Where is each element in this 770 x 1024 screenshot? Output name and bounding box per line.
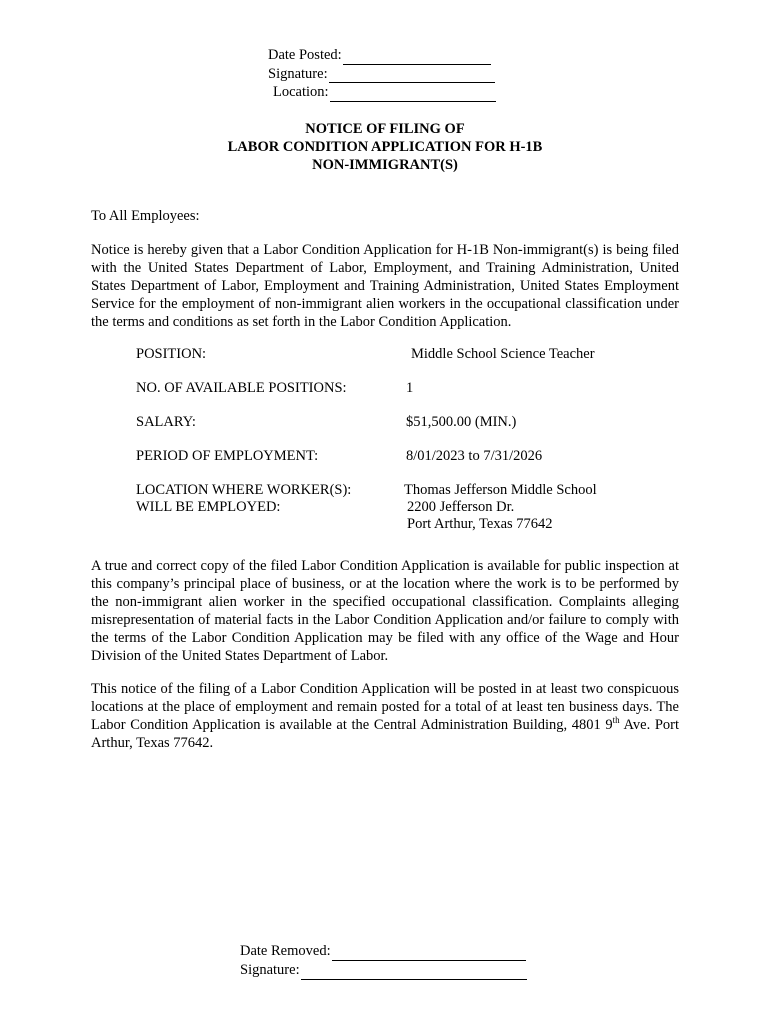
signature-field [268, 65, 508, 84]
posting-paragraph-address: Ave. Port Arthur, Texas 77642. [91, 717, 679, 751]
title-line-3: NON-IMMIGRANT(S) [312, 157, 458, 173]
work-location-label [136, 482, 351, 516]
position-value: Middle School Science Teacher [411, 346, 595, 362]
inspection-paragraph: A true and correct copy of the filed Labor Condition Application is available for public inspection at this company’s principal place of business, or at the location where the work is to be performed by the non-immigrant alien worker in the specified occupational classification. Complaints alleging misrepresentation of material facts in the Labor Condition Application and/or failure to comply with the terms of the Labor Condition Application may be filed with any office of the Wage and Hour Division of the United States Department of Labor. [91, 558, 679, 664]
notice-title [0, 120, 770, 174]
period-value: 8/01/2023 to 7/31/2026 [406, 448, 543, 464]
location-label: Location: [273, 84, 329, 100]
salutation: To All Employees: [91, 208, 200, 224]
title-line-1: NOTICE OF FILING OF [305, 121, 465, 137]
date-removed-label: Date Removed: [240, 943, 331, 959]
school-name: Thomas Jefferson Middle School [404, 482, 597, 498]
position-row [136, 346, 636, 380]
period-row [136, 448, 636, 482]
title-line-2: LABOR CONDITION APPLICATION FOR H-1B [227, 139, 543, 155]
position-details [136, 346, 636, 542]
posting-fields [268, 46, 508, 102]
posting-paragraph-text: This notice of the filing of a Labor Condition Application will be posted in at least two conspicuous locations at the place of employment and remain posted for a total of at least ten business days. The Labor Condition Application is available at the Central Administration Building, 4801 9 [91, 681, 679, 733]
salary-label: SALARY: [136, 414, 196, 430]
removal-fields [240, 942, 527, 980]
available-positions-value: 1 [406, 380, 414, 396]
school-city: Port Arthur, Texas 77642 [407, 516, 553, 532]
work-location-row [136, 482, 636, 542]
signature-blank [329, 68, 495, 83]
removal-signature-label: Signature: [240, 962, 300, 978]
available-positions-label: NO. OF AVAILABLE POSITIONS: [136, 380, 347, 396]
work-location-value [404, 482, 597, 533]
school-street: 2200 Jefferson Dr. [407, 499, 515, 515]
location-field [268, 83, 508, 102]
period-label: PERIOD OF EMPLOYMENT: [136, 448, 319, 464]
available-positions-row [136, 380, 636, 414]
position-label: POSITION: [136, 346, 207, 362]
location-blank [330, 87, 496, 102]
work-location-label-line-1: LOCATION WHERE WORKER(S): [136, 482, 352, 498]
posting-paragraph [91, 680, 679, 752]
ordinal-suffix: th [612, 715, 620, 726]
removal-signature-blank [301, 965, 527, 980]
date-posted-field [268, 46, 508, 65]
signature-label: Signature: [268, 65, 328, 82]
salary-value: $51,500.00 (MIN.) [406, 414, 517, 430]
work-location-label-line-2: WILL BE EMPLOYED: [136, 499, 281, 515]
date-removed-field [240, 942, 527, 961]
salary-row [136, 414, 636, 448]
date-removed-blank [332, 946, 526, 961]
notice-paragraph: Notice is hereby given that a Labor Condition Application for H-1B Non-immigrant(s) is being filed with the United States Department of Labor, Employment, and Training Administration, United States Department of Labor, Employment and Training Administration, United States Employment Service for the employment of non-immigrant alien workers in the occupational classification under the terms and conditions as set forth in the Labor Condition Application. [91, 242, 679, 330]
date-posted-blank [343, 50, 491, 65]
date-posted-label: Date Posted: [268, 47, 342, 63]
removal-signature-field [240, 961, 527, 980]
